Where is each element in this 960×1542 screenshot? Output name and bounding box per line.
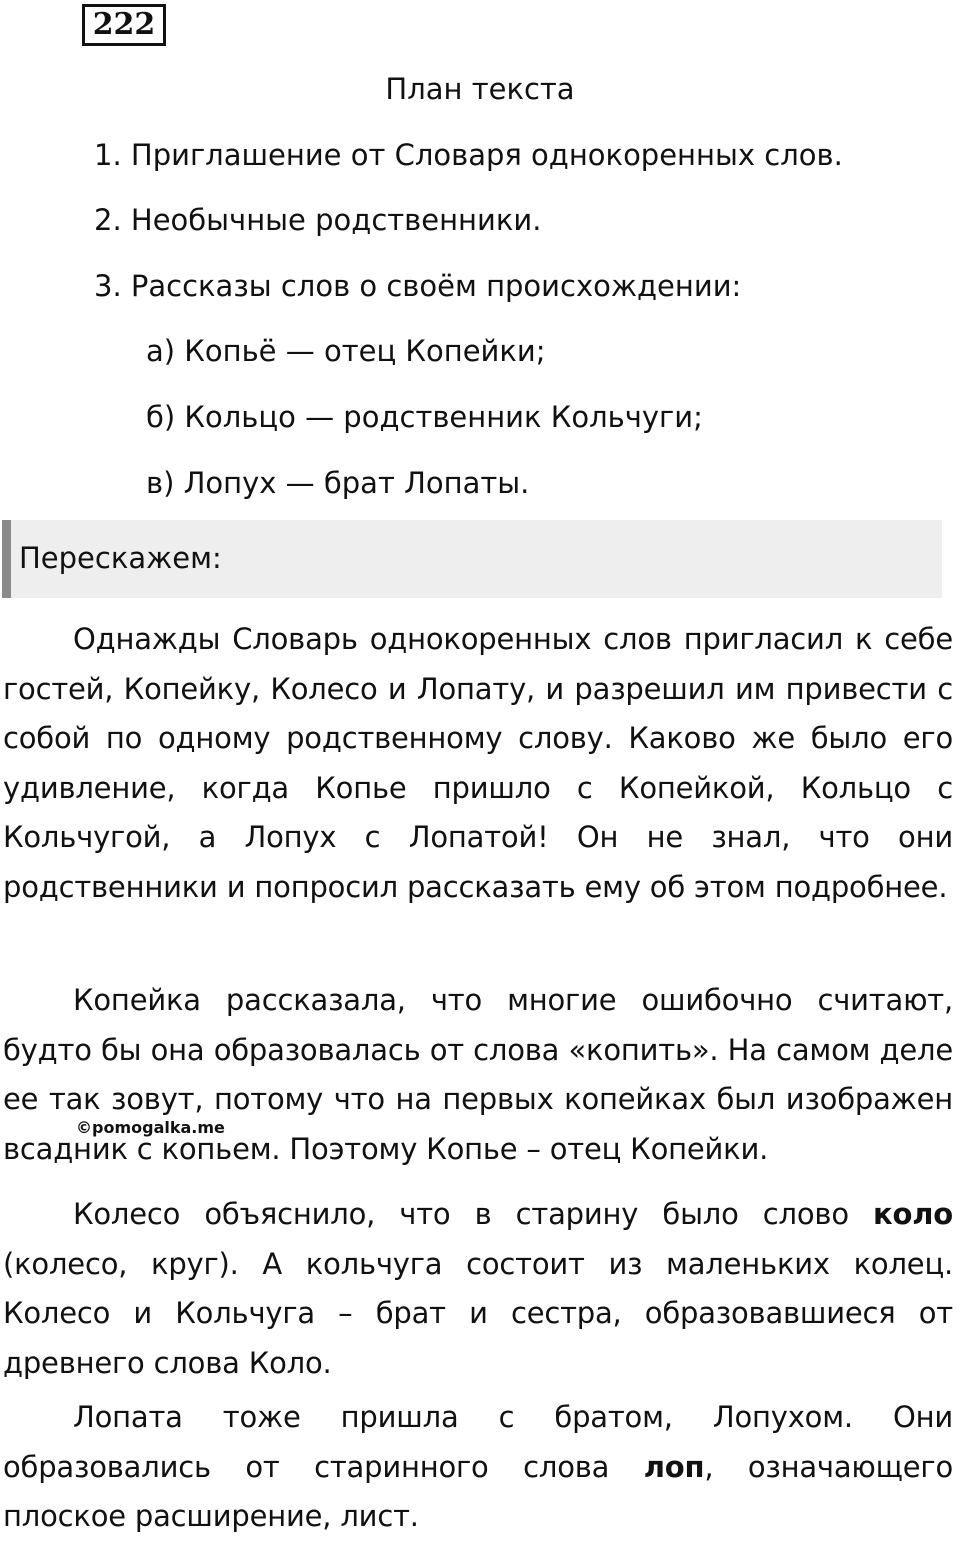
paragraph-4: [3, 1393, 953, 1542]
plan-title: План текста: [385, 72, 575, 106]
paragraph-1: Однажды Словарь однокоренных слов пригласил к себе гостей, Копейку, Колесо и Лопату, и разрешил им привести с собой по одному родственному слову. Каково же было его удивление, когда Копье пришло с Копейкой, Кольцо с Кольчугой, а Лопух с Лопатой! Он не знал, что они родственники и попросил рассказать ему об этом подробнее.: [3, 622, 953, 904]
watermark-text: ©pomogalka.me: [76, 1118, 225, 1137]
plan-subitem-b: б) Кольцо — родственник Кольчуги;: [146, 400, 703, 434]
plan-item-1: 1. Приглашение от Словаря однокоренных слов.: [94, 138, 843, 172]
paragraph-4-bold-word: лоп: [643, 1449, 705, 1484]
paragraph-3-text-start: Колесо объяснило, что в старину было слово: [73, 1197, 874, 1231]
paragraph-2: Копейка рассказала, что многие ошибочно считают, будто бы она образовалась от слова «копить». На самом деле ее так зовут, потому что на первых копейках был изображен всадник с копьем. Поэтому Копье – отец Копейки.: [3, 983, 953, 1166]
paragraph-3-text-end: (колесо, круг). А кольчуга состоит из маленьких колец. Колесо и Кольчуга – брат и сестра, образовавшиеся от древнего слова Коло.: [3, 1246, 953, 1380]
paragraph-3: [3, 1190, 953, 1388]
plan-item-2: 2. Необычные родственники.: [94, 203, 542, 237]
section-header-label: Перескажем:: [19, 541, 222, 575]
plan-subitem-c: в) Лопух — брат Лопаты.: [146, 466, 530, 500]
plan-subitem-a: а) Копьё — отец Копейки;: [146, 334, 546, 368]
section-header: [2, 520, 942, 598]
paragraph-4-text-start: Лопата тоже пришла с братом, Лопухом. Они образовались от старинного слова: [3, 1400, 953, 1484]
paragraph-3-bold-word: коло: [873, 1197, 953, 1231]
paragraph-4-text-end: , означающего плоское расширение, лист.: [3, 1449, 953, 1534]
plan-item-3: 3. Рассказы слов о своём происхождении:: [94, 269, 742, 303]
task-number: 222: [82, 4, 166, 46]
